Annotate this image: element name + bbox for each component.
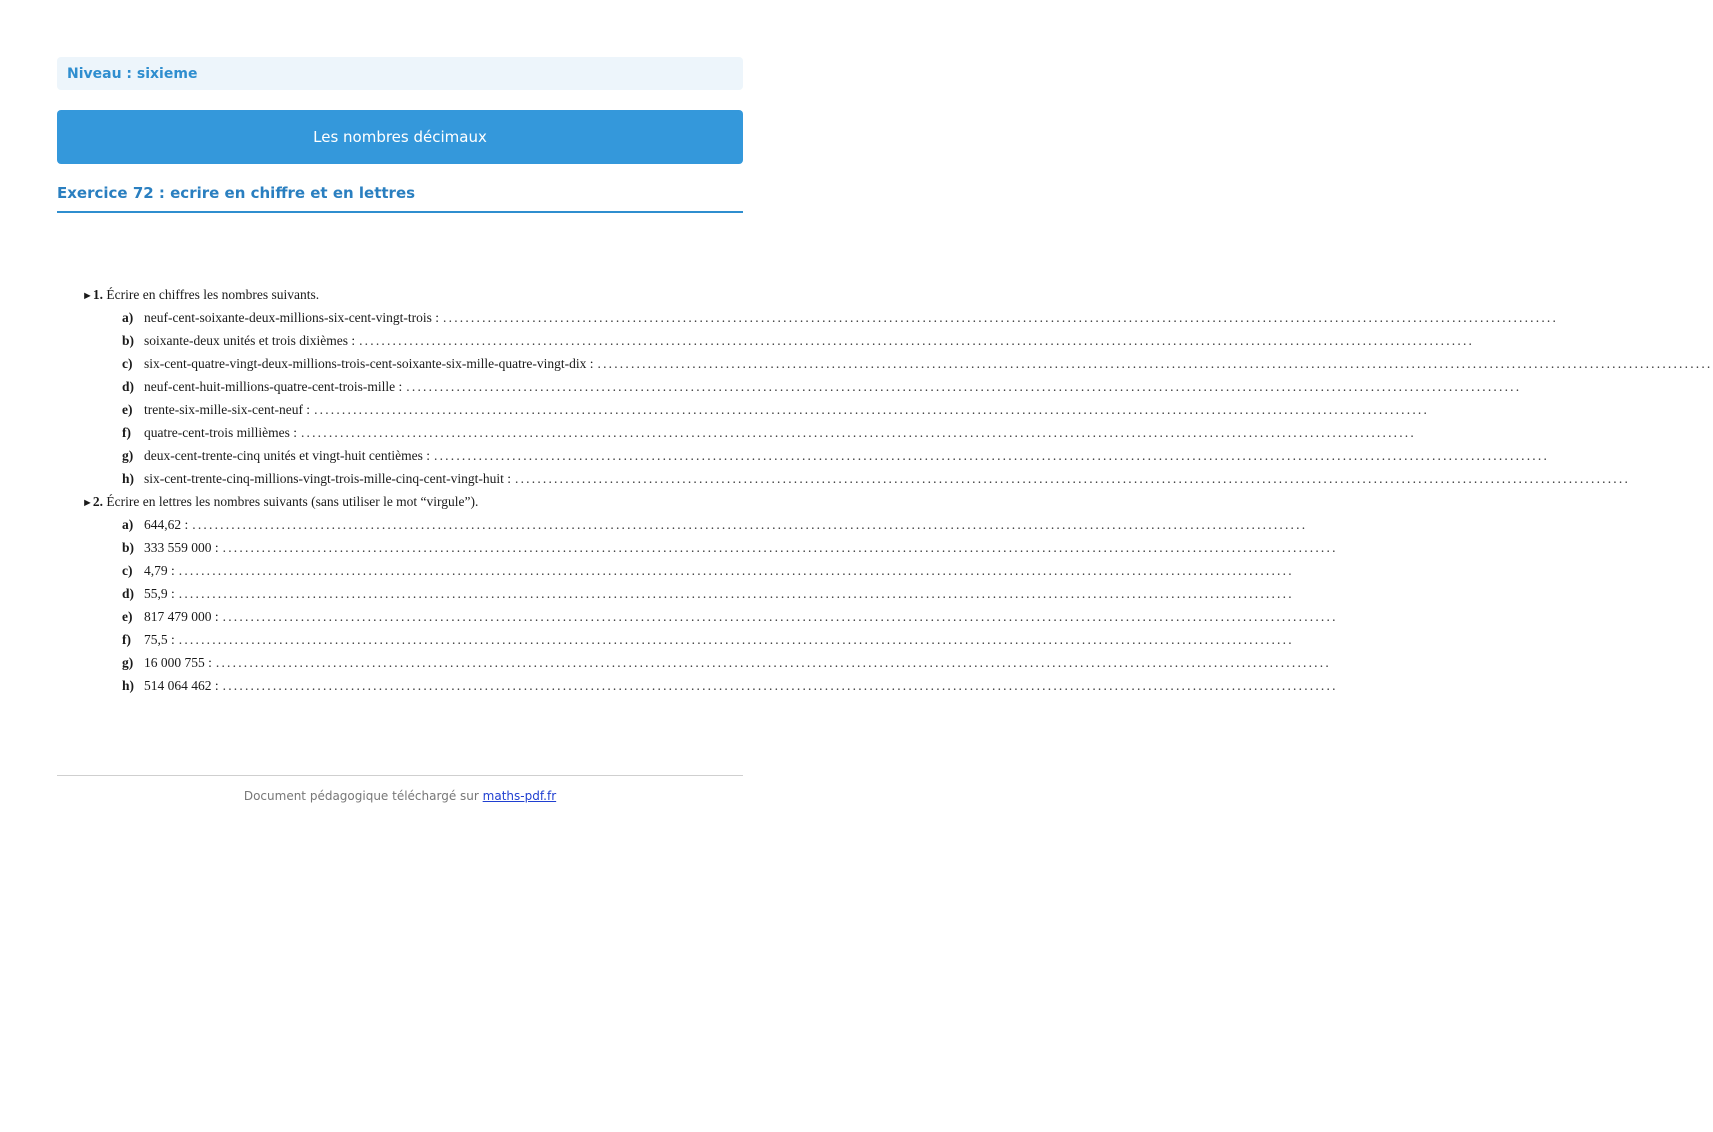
- answer-line: ........................................................................................................................................................................................................: [597, 356, 1713, 371]
- item-text: six-cent-quatre-vingt-deux-millions-trois-cent-soixante-six-mille-quatre-vingt-dix :: [144, 356, 594, 371]
- item-label: b): [122, 540, 135, 555]
- footer-divider: [57, 775, 743, 776]
- item-label: a): [122, 310, 134, 325]
- item-label: c): [122, 563, 133, 578]
- part-1-number: 1.: [92, 287, 104, 302]
- part-2-title: [82, 490, 679, 513]
- list-item: [122, 444, 1550, 467]
- item-text: 817 479 000 :: [144, 609, 219, 624]
- item-text: 55,9 :: [144, 586, 175, 601]
- item-label: f): [122, 632, 131, 647]
- footer: [0, 789, 800, 803]
- answer-line: ........................................................................................................................................................................................................: [300, 425, 1416, 440]
- item-label: h): [122, 678, 135, 693]
- item-text: 333 559 000 :: [144, 540, 219, 555]
- answer-line: ........................................................................................................................................................................................................: [443, 310, 1559, 325]
- item-text: quatre-cent-trois millièmes :: [144, 425, 297, 440]
- part-1-instruction: Écrire en chiffres les nombres suivants.: [106, 287, 320, 302]
- list-item: [122, 329, 1475, 352]
- item-label: f): [122, 425, 131, 440]
- exercise-title: Exercice 72 : ecrire en chiffre et en lettres: [57, 184, 743, 213]
- triangle-marker-icon: ►: [82, 290, 93, 302]
- answer-line: ........................................................................................................................................................................................................: [434, 448, 1550, 463]
- list-item: [122, 582, 1294, 605]
- item-text: 644,62 :: [144, 517, 189, 532]
- list-item: [122, 375, 1522, 398]
- list-item: [122, 651, 1331, 674]
- item-text: 75,5 :: [144, 632, 175, 647]
- footer-link[interactable]: maths-pdf.fr: [482, 789, 557, 803]
- answer-line: ........................................................................................................................................................................................................: [314, 402, 1430, 417]
- item-text: neuf-cent-soixante-deux-millions-six-cent-vingt-trois :: [144, 310, 440, 325]
- list-item: [122, 352, 1713, 375]
- chapter-title: Les nombres décimaux: [313, 128, 487, 146]
- item-text: soixante-deux unités et trois dixièmes :: [144, 333, 356, 348]
- list-item: [122, 306, 1559, 329]
- item-text: neuf-cent-huit-millions-quatre-cent-trois-mille :: [144, 379, 403, 394]
- list-item: [122, 421, 1416, 444]
- item-label: d): [122, 586, 135, 601]
- item-label: a): [122, 517, 134, 532]
- item-label: g): [122, 448, 134, 463]
- answer-line: ........................................................................................................................................................................................................: [406, 379, 1522, 394]
- list-item: [122, 559, 1294, 582]
- list-item: [122, 513, 1308, 536]
- list-item: [122, 398, 1430, 421]
- answer-line: ........................................................................................................................................................................................................: [178, 632, 1294, 647]
- item-text: 514 064 462 :: [144, 678, 219, 693]
- answer-line: ........................................................................................................................................................................................................: [359, 333, 1475, 348]
- chapter-header: [57, 110, 743, 164]
- footer-text: Document pédagogique téléchargé sur: [243, 789, 479, 803]
- triangle-marker-icon: ►: [82, 497, 93, 509]
- answer-line: ........................................................................................................................................................................................................: [178, 586, 1294, 601]
- list-item: [122, 674, 1338, 697]
- part-2-instruction: Écrire en lettres les nombres suivants (sans utiliser le mot “virgule”).: [106, 494, 479, 509]
- answer-line: ........................................................................................................................................................................................................: [515, 471, 1631, 486]
- item-label: g): [122, 655, 134, 670]
- item-label: d): [122, 379, 135, 394]
- part-2-number: 2.: [92, 494, 104, 509]
- item-text: 4,79 :: [144, 563, 175, 578]
- exercise-body: [82, 283, 1713, 697]
- list-item: [122, 628, 1294, 651]
- answer-line: ........................................................................................................................................................................................................: [215, 655, 1331, 670]
- item-text: 16 000 755 :: [144, 655, 212, 670]
- item-text: six-cent-trente-cinq-millions-vingt-trois-mille-cinq-cent-vingt-huit :: [144, 471, 512, 486]
- answer-line: ........................................................................................................................................................................................................: [178, 563, 1294, 578]
- item-label: b): [122, 333, 135, 348]
- level-label: Niveau : sixieme: [67, 65, 198, 82]
- item-label: h): [122, 471, 135, 486]
- level-banner: [57, 57, 743, 90]
- item-label: e): [122, 402, 133, 417]
- answer-line: ........................................................................................................................................................................................................: [222, 678, 1338, 693]
- answer-line: ........................................................................................................................................................................................................: [222, 540, 1338, 555]
- item-label: c): [122, 356, 133, 371]
- item-text: trente-six-mille-six-cent-neuf :: [144, 402, 311, 417]
- part-1-title: [82, 283, 679, 306]
- list-item: [122, 536, 1338, 559]
- list-item: [122, 467, 1631, 490]
- answer-line: ........................................................................................................................................................................................................: [222, 609, 1338, 624]
- item-label: e): [122, 609, 133, 624]
- list-item: [122, 605, 1338, 628]
- answer-line: ........................................................................................................................................................................................................: [192, 517, 1308, 532]
- item-text: deux-cent-trente-cinq unités et vingt-huit centièmes :: [144, 448, 431, 463]
